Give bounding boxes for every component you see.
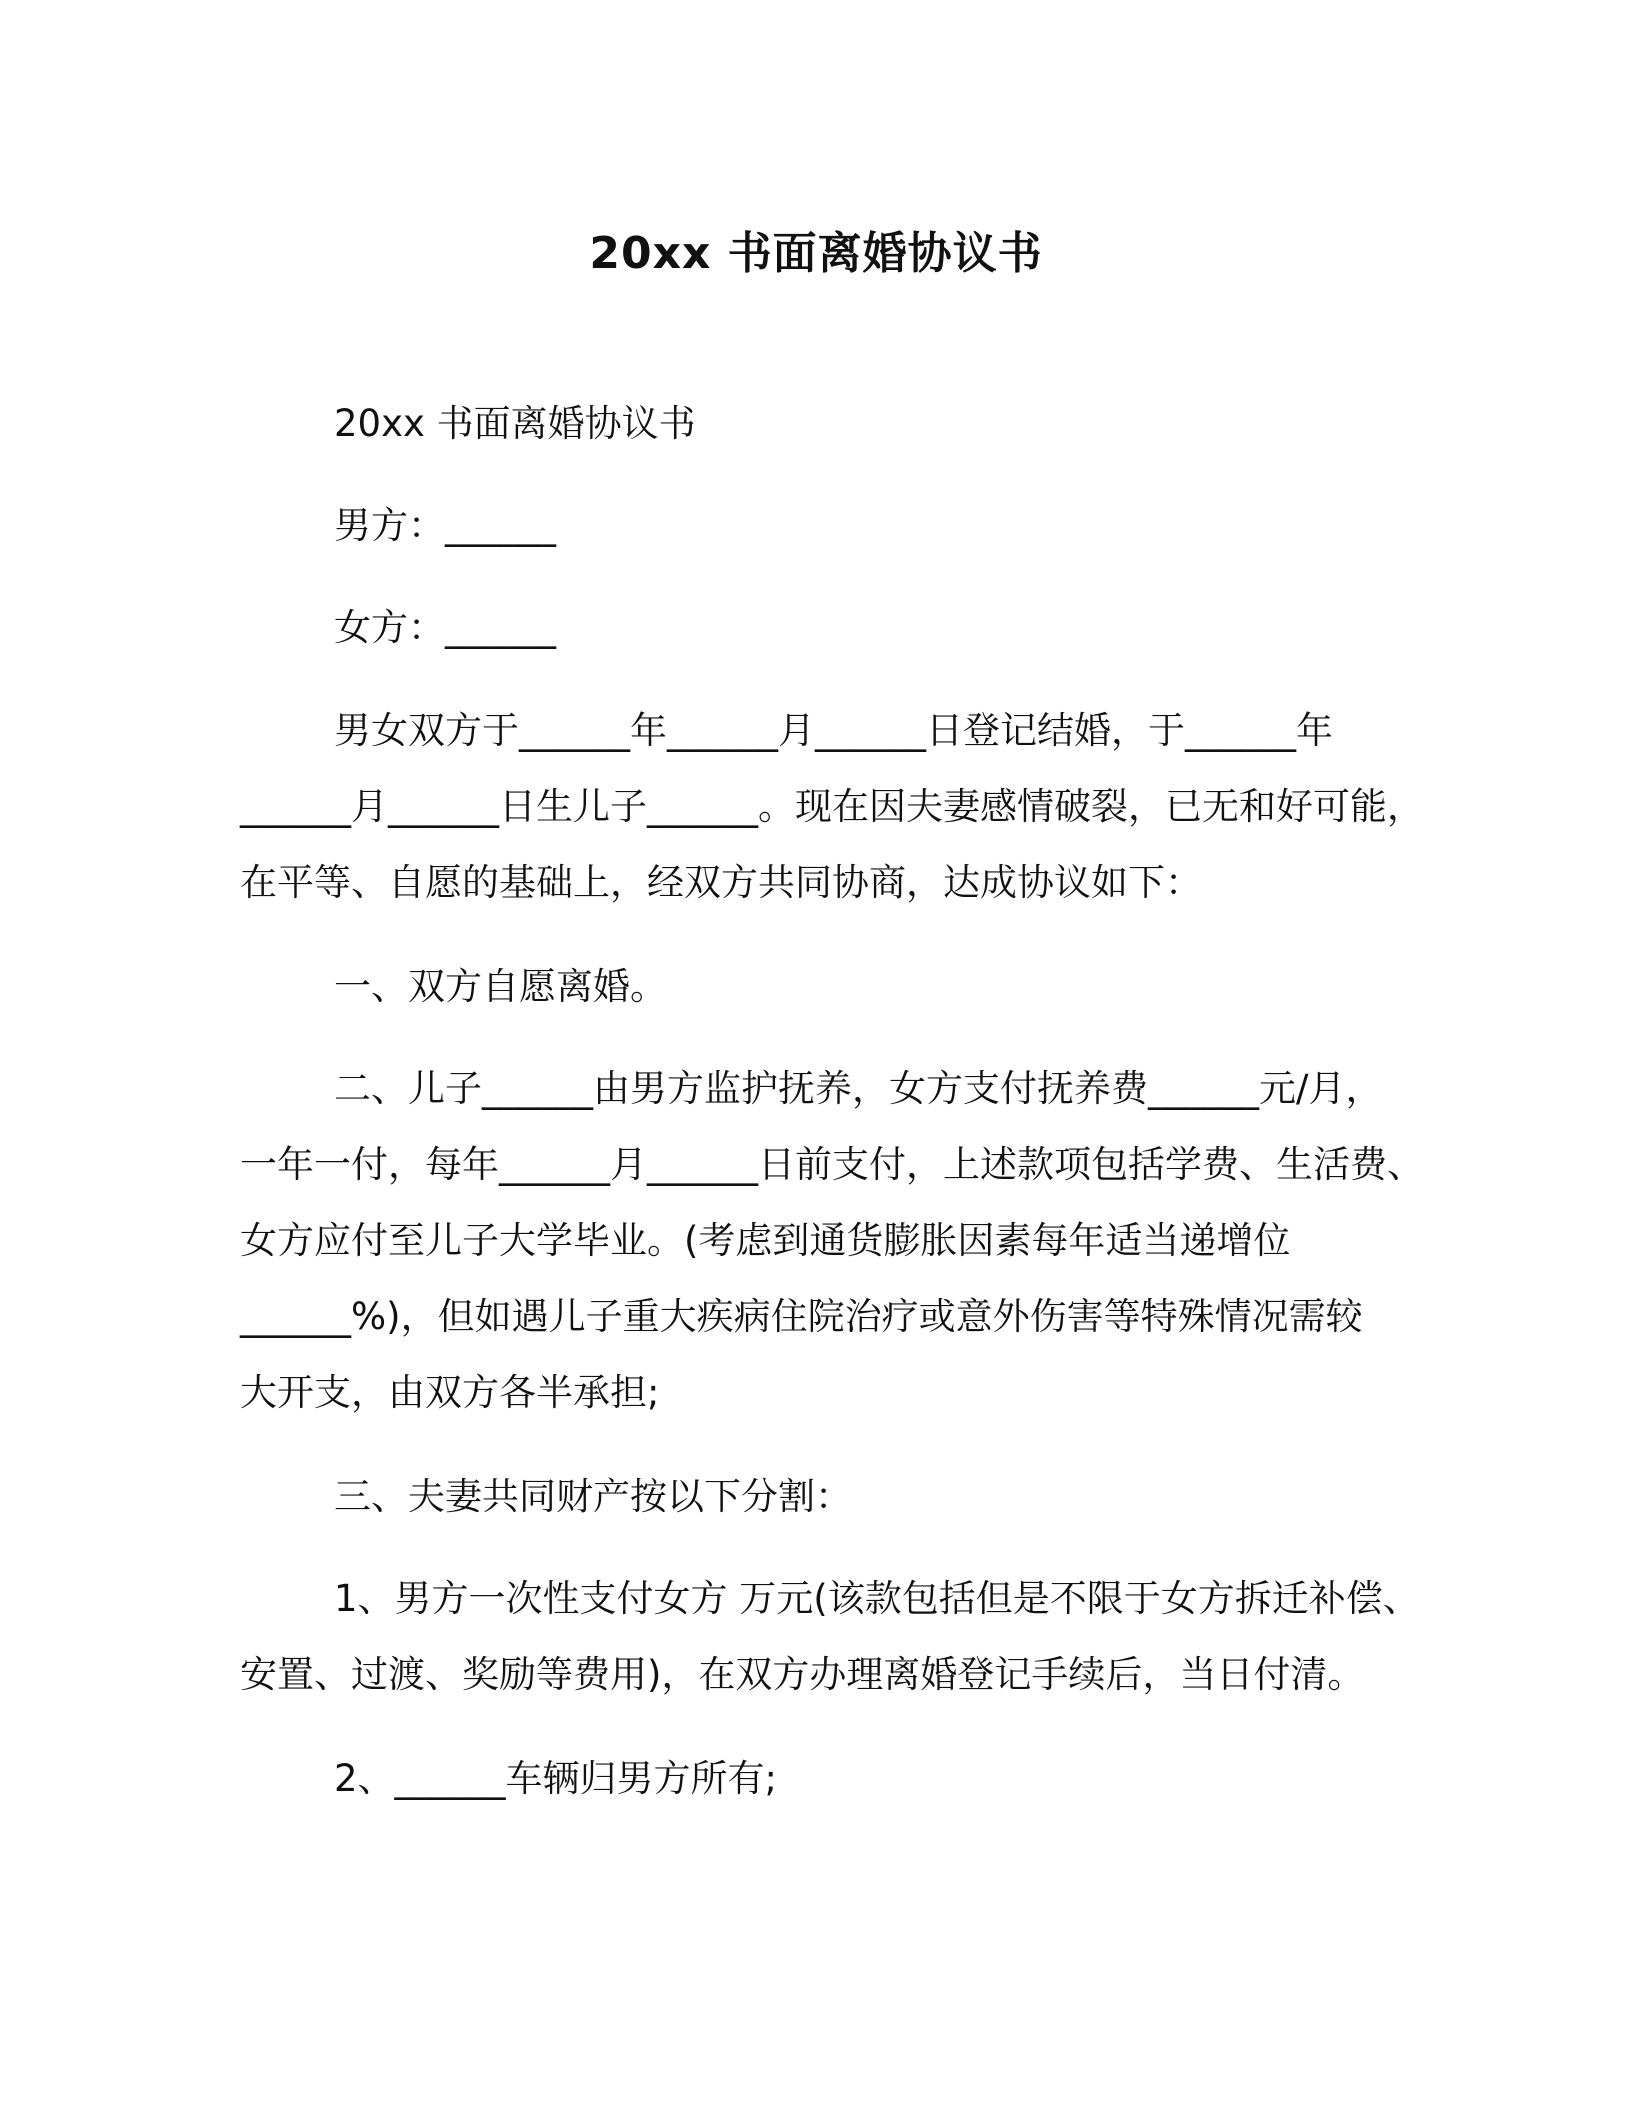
document-title: 20xx 书面离婚协议书: [589, 228, 1043, 279]
intro-line-2: ______月______日生儿子______。现在因夫妻感情破裂，已无和好可能，: [240, 785, 1424, 828]
clause-2-line-3: 女方应付至儿子大学毕业。(考虑到通货膨胀因素每年适当递增位: [240, 1219, 1291, 1262]
intro-line-1: 男女双方于______年______月______日登记结婚，于______年: [334, 709, 1333, 752]
clause-2-line-5: 大开支，由双方各半承担;: [240, 1371, 660, 1414]
clause-2-line-4: ______%)，但如遇儿子重大疾病住院治疗或意外伤害等特殊情况需较: [240, 1295, 1363, 1338]
clause-2-line-2: 一年一付，每年______月______日前支付，上述款项包括学费、生活费、: [240, 1143, 1424, 1186]
document-subtitle: 20xx 书面离婚协议书: [334, 402, 696, 445]
clause-1: 一、双方自愿离婚。: [334, 965, 667, 1008]
clause-3: 三、夫妻共同财产按以下分割：: [334, 1475, 852, 1518]
clause-2-line-1: 二、儿子______由男方监护抚养，女方支付抚养费______元/月，: [334, 1067, 1383, 1110]
item-2: 2、______车辆归男方所有;: [334, 1757, 778, 1800]
item-1-line-1: 1、男方一次性支付女方 万元(该款包括但是不限于女方拆迁补偿、: [334, 1577, 1420, 1620]
intro-line-3: 在平等、自愿的基础上，经双方共同协商，达成协议如下：: [240, 861, 1202, 904]
woman-line: 女方：______: [334, 606, 556, 649]
man-line: 男方：______: [334, 504, 556, 547]
item-1-line-2: 安置、过渡、奖励等费用)，在双方办理离婚登记手续后，当日付清。: [240, 1653, 1365, 1696]
